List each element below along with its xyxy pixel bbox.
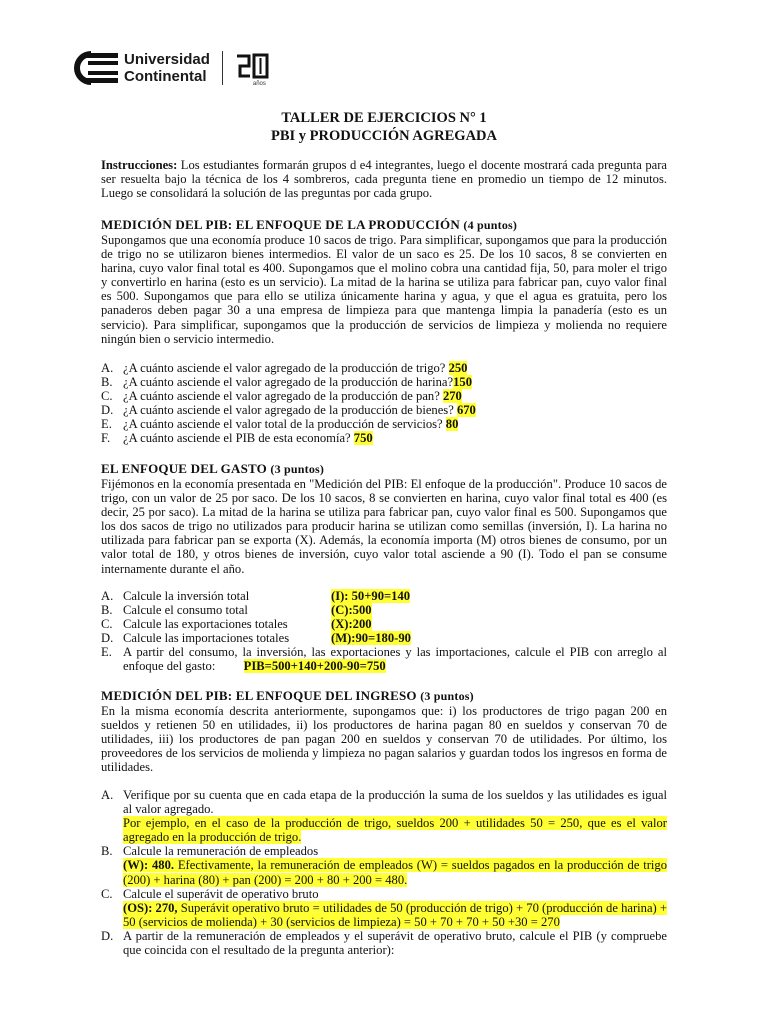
question-answer: (M):90=180-90 <box>331 631 411 646</box>
question-key: E. <box>101 645 112 660</box>
list-item <box>101 887 667 929</box>
section2-points: (3 puntos) <box>270 462 325 476</box>
section2-heading-text: EL ENFOQUE DEL GASTO <box>101 461 267 476</box>
question-key: D. <box>101 403 114 418</box>
instructions-text: Los estudiantes formarán grupos d e4 integrantes, luego el docente mostrará cada pregunta para ser resuelta bajo la técnica de los 4 sombreros, cada pregunta tiene en promedio un tiempo de 12 minutos. Luego se consolidará la solución de las preguntas por cada grupo. <box>101 158 667 201</box>
university-name-line1: Universidad <box>124 51 210 68</box>
question-answer: 150 <box>453 375 472 390</box>
question-text: ¿A cuánto asciende el PIB de esta economía? <box>123 431 354 446</box>
question-answer: Por ejemplo, en el caso de la producción de trigo, sueldos 200 + utilidades 50 = 250, que es el valor agregado en la producción de trigo. <box>123 816 667 845</box>
section2-questions <box>101 589 667 674</box>
question-answer: (X):200 <box>331 617 372 632</box>
question-text: ¿A cuánto asciende el valor agregado de la producción de harina? <box>123 375 454 390</box>
list-item <box>101 929 667 957</box>
question-key: B. <box>101 603 113 618</box>
question-text: Calcule el consumo total <box>123 603 248 618</box>
question-key: B. <box>101 375 113 390</box>
question-answer: 670 <box>456 403 476 418</box>
document-title: TALLER DE EJERCICIOS N° 1 <box>281 110 487 126</box>
question-answer: PIB=500+140+200-90=750 <box>243 659 386 674</box>
list-item <box>101 375 667 389</box>
question-answer: 270 <box>442 389 462 404</box>
question-answer: Efectivamente, la remuneración de empleados (W) = sueldos pagados en la producción de trigo (200) + harina (80) + pan (200) = 200 + 80 + 200 = 480. <box>123 858 667 887</box>
section1-heading <box>101 218 667 232</box>
question-answer: 80 <box>445 417 459 432</box>
list-item <box>101 617 667 631</box>
question-answer: Superávit operativo bruto = utilidades de 50 (producción de trigo) + 70 (producción de harina) + 50 (servicios de molienda) + 30 (servicios de limpieza) = 50 + 70 + 70 + 50 +30 = 270 <box>123 900 667 929</box>
question-key: F. <box>101 431 111 446</box>
question-key: C. <box>101 389 113 404</box>
question-key: D. <box>101 631 114 646</box>
section2-heading <box>101 462 667 476</box>
list-item <box>101 389 667 403</box>
question-text: Calcule las importaciones totales <box>123 631 290 646</box>
question-text: A partir del consumo, la inversión, las exportaciones y las importaciones, calcule el PIB con arreglo al enfoque del gasto: <box>123 645 667 674</box>
logo-divider <box>222 51 223 85</box>
section2-paragraph: Fijémonos en la economía presentada en "Medición del PIB: El enfoque de la producción". Produce 10 sacos de trigo, con un valor de 25 por saco. De los 10 sacos, 8 se convierten en harina, cuyo valor final total es 400 (es decir, 25 por saco). La mitad de la harina se utiliza para fabricar pan, cuyo valor final es 500. Supongamos que los dos sacos de trigo no utilizados para producir harina se utilizan como semillas (inversión, I). La harina no utilizada para fabricar pan se exporta (X). Además, la economía importa (M) otros bienes de consumo, por un valor total de 180, y otros bienes de inversión, cuyo valor total asciende a 90 (I). Todo el pan se consume internamente durante el año. <box>101 477 667 576</box>
university-name-line2: Continental <box>124 68 207 85</box>
question-key: A. <box>101 788 114 802</box>
list-item <box>101 631 667 645</box>
university-logo <box>64 48 269 88</box>
list-item <box>101 361 667 375</box>
question-text: Calcule el superávit de operativo bruto <box>123 886 319 901</box>
question-key: C. <box>101 617 113 632</box>
question-key: D. <box>101 928 114 943</box>
question-text: ¿A cuánto asciende el valor agregado de la producción de pan? <box>123 389 443 404</box>
instructions-label: Instrucciones: <box>101 158 178 172</box>
question-answer-bold: (OS): 270, <box>123 900 178 915</box>
question-key: A. <box>101 361 114 375</box>
list-item <box>101 417 667 431</box>
list-item <box>101 431 667 445</box>
question-text: Calcule la inversión total <box>123 589 250 603</box>
list-item <box>101 589 667 603</box>
question-answer: 750 <box>353 431 373 446</box>
section1-heading-text: MEDICIÓN DEL PIB: EL ENFOQUE DE LA PRODUCCIÓN <box>101 217 460 232</box>
question-key: A. <box>101 589 114 603</box>
section3-questions <box>101 788 667 957</box>
question-answer: (C):500 <box>331 603 372 618</box>
question-text: Verifique por su cuenta que en cada etapa de la producción la suma de los sueldos y las utilidades es igual al valor agregado. <box>123 788 667 817</box>
question-text: A partir de la remuneración de empleados y el superávit de operativo bruto, calcule el PIB (y compruebe que coincida con el resultado de la pregunta anterior): <box>123 928 667 958</box>
question-text: Calcule las exportaciones totales <box>123 617 288 632</box>
question-answer: (I): 50+90=140 <box>331 589 411 603</box>
question-key: E. <box>101 417 112 432</box>
list-item <box>101 788 667 844</box>
anniversary-anos-label: años <box>252 81 266 87</box>
question-text: ¿A cuánto asciende el valor total de la producción de servicios? <box>123 417 446 432</box>
anniversary-20-icon <box>235 50 269 80</box>
section3-paragraph: En la misma economía descrita anteriormente, supongamos que: i) los productores de trigo pagan 200 en sueldos y retienen 50 en utilidades, ii) los productores de harina pagan 80 en sueldos y conservan 70 de utilidades, iii) los productores de pan pagan 200 en sueldos y conservan 70 de utilidades. Por último, los proveedores de los servicios de molienda y limpieza no pagan salarios y guardan todos los ingresos en forma de utilidades. <box>101 704 667 775</box>
section3-heading <box>101 689 667 703</box>
question-answer-bold: (W): 480. <box>123 858 175 873</box>
section3-points: (3 puntos) <box>420 689 474 703</box>
question-text: ¿A cuánto asciende el valor agregado de la producción de bienes? <box>123 403 457 418</box>
university-emblem-icon <box>64 48 118 88</box>
document-subtitle: PBI y PRODUCCIÓN AGREGADA <box>271 128 497 144</box>
question-answer: 250 <box>448 361 468 375</box>
list-item <box>101 603 667 617</box>
section1-paragraph: Supongamos que una economía produce 10 sacos de trigo. Para simplificar, supongamos que para la producción de trigo no se utilizaron bienes intermedios. El valor de un saco es 25. De los 10 sacos, 8 se convierten en harina, cuyo valor final total es 400. Supongamos que el molino cobra una cantidad fija, 50, para moler el trigo y convertirlo en harina (esto es un servicio). La mitad de la harina se utiliza para fabricar pan, cuyo valor final es 500. Supongamos que para ello se utiliza únicamente harina y agua, y que el agua es gratuita, pero los panaderos deben pagar 30 a una empresa de limpieza para que mantenga limpia la panadería (esto es un servicio). Para simplificar, supongamos que la producción de servicios de limpieza y molienda no requiere ningún bien o servicio intermedio. <box>101 233 667 346</box>
question-key: C. <box>101 886 113 901</box>
list-item <box>101 403 667 417</box>
anniversary-logo <box>235 50 269 86</box>
question-text: ¿A cuánto asciende el valor agregado de la producción de trigo? <box>123 361 449 375</box>
section3-heading-text: MEDICIÓN DEL PIB: EL ENFOQUE DEL INGRESO <box>101 688 417 703</box>
list-item <box>101 645 667 673</box>
section1-points: (4 puntos) <box>463 218 518 232</box>
instructions <box>101 158 667 200</box>
university-name <box>124 51 210 85</box>
section1-questions <box>101 361 667 446</box>
list-item <box>101 844 667 886</box>
question-key: B. <box>101 844 113 859</box>
question-text: Calcule la remuneración de empleados <box>123 844 319 859</box>
